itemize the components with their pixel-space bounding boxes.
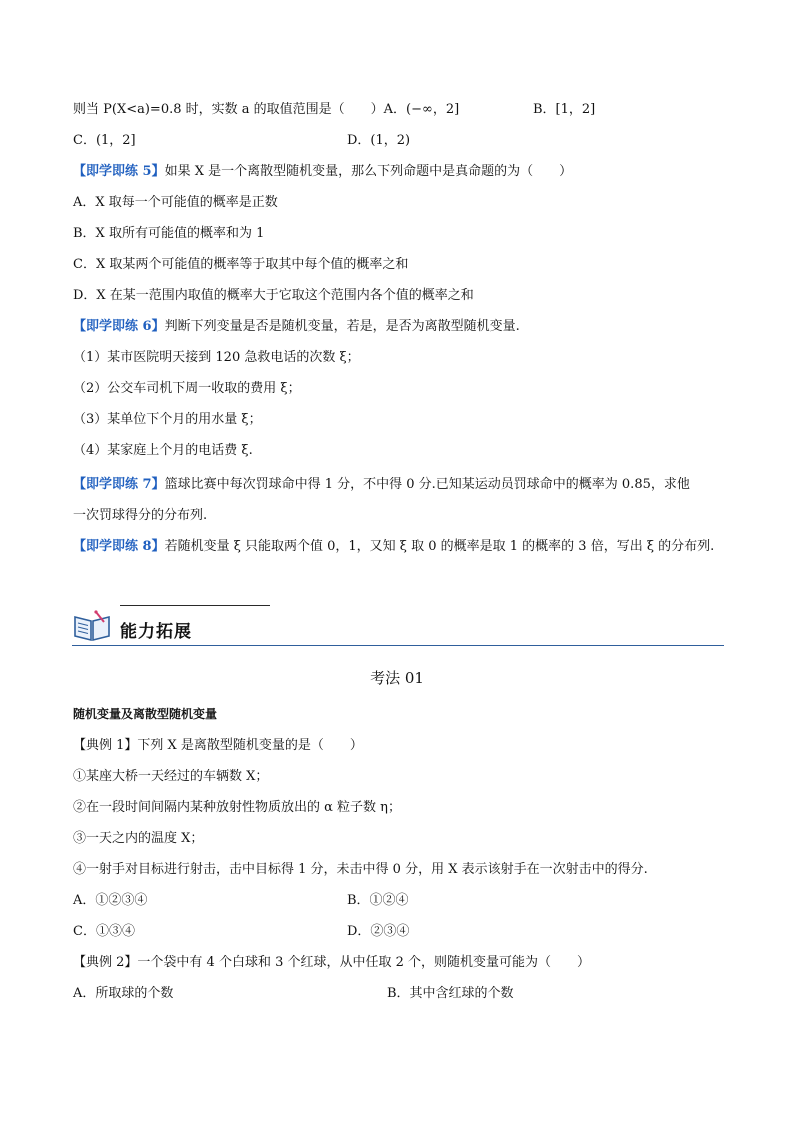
sub-question-3: （3）某单位下个月的用水量 ξ； (73, 412, 262, 427)
example-1-item-1: ①某座大桥一天经过的车辆数 X； (73, 769, 269, 784)
section-heading: 随机变量及离散型随机变量 (73, 707, 218, 721)
example-2-stem: 【典例 2】一个袋中有 4 个白球和 3 个红球，从中任取 2 个，则随机变量可能为（ ） (73, 955, 591, 970)
option-c: C．(1，2] (73, 133, 136, 148)
example-1-option-d: D．②③④ (347, 924, 410, 939)
example-2-option-b: B．其中含红球的个数 (387, 986, 514, 1001)
example-1-item-2: ②在一段时间间隔内某种放射性物质放出的 α 粒子数 η； (73, 800, 401, 815)
exercise-7-continued: 一次罚球得分的分布列. (73, 508, 208, 523)
section-title: 考法 01 (370, 669, 424, 687)
option-b: B．X 取所有可能值的概率和为 1 (73, 226, 265, 241)
sub-question-2: （2）公交车司机下周一收取的费用 ξ； (73, 381, 301, 396)
sub-question-4: （4）某家庭上个月的电话费 ξ. (73, 443, 253, 458)
exercise-tag: 【即学即练 6】 (73, 319, 165, 334)
exercise-text: 篮球比赛中每次罚球命中得 1 分，不中得 0 分.已知某运动员罚球命中的概率为 0.85，求他 (164, 477, 690, 492)
exercise-7 (73, 476, 690, 494)
exercise-text: 判断下列变量是否是随机变量，若是，是否为离散型随机变量. (164, 319, 520, 334)
example-1-item-4: ④一射手对目标进行射击，击中目标得 1 分，未击中得 0 分，用 X 表示该射手在一次射击中的得分. (73, 862, 648, 877)
example-1-stem: 【典例 1】下列 X 是离散型随机变量的是（ ） (73, 738, 363, 753)
example-1-item-3: ③一天之内的温度 X； (73, 831, 204, 846)
exercise-tag: 【即学即练 7】 (73, 477, 165, 492)
banner-rule (72, 645, 724, 646)
example-2-option-a: A．所取球的个数 (73, 986, 174, 1001)
open-book-icon (72, 609, 112, 643)
exercise-5 (73, 163, 572, 181)
exercise-8 (73, 538, 714, 556)
banner-overline (120, 605, 270, 606)
option-b: B．[1，2] (533, 102, 596, 117)
example-1-option-b: B．①②④ (347, 893, 409, 908)
example-1-option-c: C．①③④ (73, 924, 135, 939)
section-banner (72, 605, 724, 647)
exercise-tag: 【即学即练 5】 (73, 164, 165, 179)
question-text: 则当 P(X<a)=0.8 时，实数 a 的取值范围是（ ）A．(−∞，2] (73, 102, 460, 117)
example-1-option-a: A．①②③④ (73, 893, 148, 908)
option-c: C．X 取某两个可能值的概率等于取其中每个值的概率之和 (73, 257, 409, 272)
banner-title: 能力拓展 (120, 622, 192, 642)
option-d: D．X 在某一范围内取值的概率大于它取这个范围内各个值的概率之和 (73, 288, 474, 303)
exercise-text: 如果 X 是一个离散型随机变量，那么下列命题中是真命题的为（ ） (164, 164, 573, 179)
question-line (73, 101, 459, 119)
option-a: A．X 取每一个可能值的概率是正数 (73, 195, 278, 210)
option-d: D．(1，2) (347, 133, 411, 148)
sub-question-1: （1）某市医院明天接到 120 急救电话的次数 ξ； (73, 350, 360, 365)
exercise-6 (73, 318, 520, 336)
exercise-text: 若随机变量 ξ 只能取两个值 0，1，又知 ξ 取 0 的概率是取 1 的概率的 3 倍，写出 ξ 的分布列. (164, 539, 715, 554)
exercise-tag: 【即学即练 8】 (73, 539, 165, 554)
